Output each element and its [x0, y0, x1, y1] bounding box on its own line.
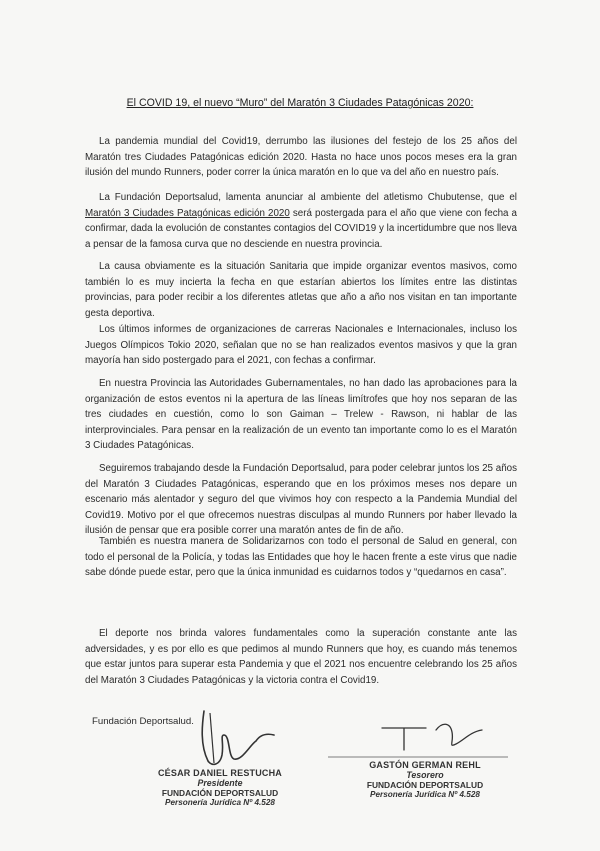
closing-line: Fundación Deportsalud. — [92, 716, 194, 727]
signature-scribble-left — [190, 705, 280, 775]
paragraph-2-text: La Fundación Deportsalud, lamenta anunciar al ambiente del atletismo Chubutense, que el — [99, 192, 517, 203]
signer-legal-left: Personería Jurídica Nº 4.528 — [165, 798, 275, 807]
signer-org-left: FUNDACIÓN DEPORTSALUD — [161, 788, 279, 798]
signer-role-left: Presidente — [197, 778, 243, 788]
signature-line-right — [328, 755, 508, 759]
signer-name-right: GASTÓN GERMAN REHL — [369, 760, 481, 770]
event-name-underlined: Maratón 3 Ciudades Patagónicas edición 2020 — [85, 207, 290, 219]
paragraph-2-rest: será postergada para el año que viene con fecha a confirmar, dada la evolución de constantes contagios del COVID19 y la incertidumbre que nos lleva a pensar de la famosa curva que no desciende en nuestra provincia. — [85, 207, 518, 250]
paragraph-4: Los últimos informes de organizaciones de carreras Nacionales e Internacionales, incluso los Juegos Olímpicos Tokio 2020, señalan que no se han realizados eventos masivos y que la gran mayoría han sido postergado para el 2021, con fechas a confirmar. — [85, 324, 517, 366]
paragraph-3: La causa obviamente es la situación Sanitaria que impide organizar eventos masivos, como también lo es muy incierta la fecha en que estarían abiertos los límites entre las distintas provincias, para poder recibir a los diferentes atletas que año a año nos visitan en tan importante gesta deportiva. — [85, 261, 517, 319]
paragraph-5: En nuestra Provincia las Autoridades Gubernamentales, no han dado las aprobaciones para la organización de estos eventos ni la apertura de las líneas limítrofes que hoy nos separan de las tres ciudades en cuestión, como lo son Gaiman – Trelew - Rawson, ni hablar de las interprovinciales. Para pensar en la realización de un evento tan importante como lo es el Maratón 3 Ciudades Patagónicas. — [85, 378, 517, 451]
signature-stamp-right — [350, 760, 500, 800]
paragraph-7: También es nuestra manera de Solidarizarnos con todo el personal de Salud en general, con todo el personal de la Policía, y todas las Entidades que hoy le hacen frente a este virus que nadie sabe dónde puede estar, pero que la única inmunidad es cuidarnos todos y “quedarnos en casa”. — [85, 536, 517, 578]
paragraph-1: La pandemia mundial del Covid19, derrumbo las ilusiones del festejo de los 25 años del Maratón tres Ciudades Patagónicas edición 2020. Hasta no hace unos pocos meses era la gran ilusión del mundo Runners, poder correr la única maratón en lo que va del año en nuestro país. — [85, 136, 517, 178]
paragraph-2 — [85, 190, 517, 252]
paragraph-8: El deporte nos brinda valores fundamentales como la superación constante ante las adversidades, y es por ello es que pedimos al mundo Runners que hoy, es cuando más tenemos que estar juntos para superar esta Pandemia y que el 2021 nos encuentre celebrando los 25 años del Maratón 3 Ciudades Patagónicas y la victoria contra el Covid19. — [85, 628, 517, 686]
signature-scribble-right — [378, 718, 498, 758]
document-title: El COVID 19, el nuevo “Muro” del Maratón 3 Ciudades Patagónicas 2020: — [126, 97, 474, 109]
signer-role-right: Tesorero — [406, 770, 444, 780]
signer-legal-right: Personería Jurídica Nº 4.528 — [370, 790, 480, 799]
paragraph-6: Seguiremos trabajando desde la Fundación Deportsalud, para poder celebrar juntos los 25 años del Maratón 3 Ciudades Patagónicas, esperando que en los próximos meses nos depare un escenario más alentador y seguro del que vivimos hoy con respecto a la Pandemia Mundial del Covid19. Motivo por el que ofrecemos nuestras disculpas al mundo Runners por haber llevado la ilusión de pensar que era posible correr una maratón antes de fin de año. — [85, 463, 517, 536]
signature-stamp-left — [150, 768, 290, 808]
signer-name-left: CÉSAR DANIEL RESTUCHA — [157, 768, 283, 778]
signer-org-right: FUNDACIÓN DEPORTSALUD — [366, 780, 484, 790]
